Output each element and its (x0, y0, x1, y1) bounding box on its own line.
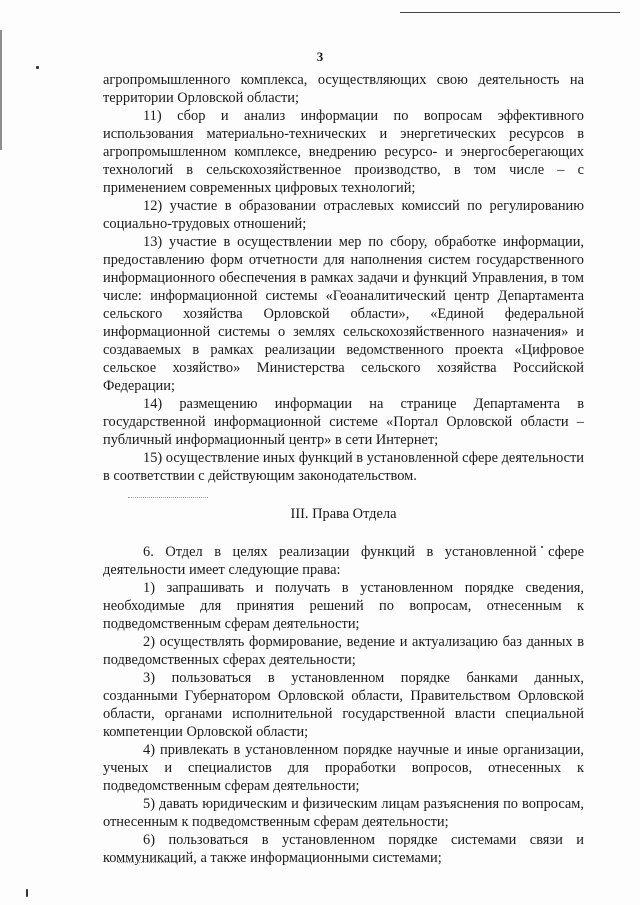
list-item: 11) сбор и анализ информации по вопросам эффективного использования материально-технических и энергетических ресурсов в агропромышленном комплексе, внедрению ресурсо- и энергосберегающих технологий в сельскохозяйственное производство, в том числе – с применением современных цифровых технологий; (103, 108, 584, 196)
list-item: 15) осуществление иных функций в установленной сфере деятельности в соответствии с действующим законодательством. (103, 450, 584, 484)
paragraph: агропромышленного комплекса, осуществляющих свою деятельность на территории Орловской области; (103, 72, 584, 106)
scan-speck (36, 66, 39, 69)
list-item: 2) осуществлять формирование, ведение и актуализацию баз данных в подведомственных сферах деятельности; (103, 634, 584, 668)
list-item: 1) запрашивать и получать в установленном порядке сведения, необходимые для принятия решений по вопросам, отнесенным к подведомственным сферам деятельности; (103, 580, 584, 632)
list-item: 13) участие в осуществлении мер по сбору, обработке информации, предоставлению форм отчетности для наполнения систем государственного информационного обеспечения в рамках задачи и функций Управления, в том числе: информационной системы «Геоаналитический центр Департамента сельского хозяйства Орловской области», «Единой федеральной информационной системы о землях сельскохозяйственного назначения» и создаваемых в рамках реализации ведомственного проекта «Цифровое сельское хозяйство» Министерства сельского хозяйства Российской Федерации; (103, 234, 584, 394)
section-heading: III. Права Отдела (290, 506, 397, 522)
list-item: 4) привлекать в установленном порядке научные и иные организации, ученых и специалистов для проработки вопросов, отнесенных к подведомственным сферам деятельности; (103, 742, 584, 794)
list-item: 14) размещению информации на странице Департамента в государственной информационной системе «Портал Орловской области – публичный информационный центр» в сети Интернет; (103, 396, 584, 448)
scan-edge-line-left (0, 30, 2, 150)
list-item: 6) пользоваться в установленном порядке системами связи и коммуникаций, а также информационными системами; (103, 832, 584, 866)
list-item: 12) участие в образовании отраслевых комиссий по регулированию социально-трудовых отношений; (103, 198, 584, 232)
scan-speck (26, 889, 28, 897)
list-item: 3) пользоваться в установленном порядке банками данных, созданными Губернатором Орловской области, Правительством Орловской области, органами исполнительной государственной власти специальной компетенции Орловской области; (103, 670, 584, 740)
list-item: 5) давать юридическим и физическим лицам разъяснения по вопросам, отнесенным к подведомственным сферам деятельности; (103, 796, 584, 830)
document-body (103, 71, 584, 867)
scan-edge-line-top (400, 12, 620, 13)
paragraph: 6. Отдел в целях реализации функций в установленной сфере деятельности имеет следующие права: (103, 544, 584, 578)
page-number: 3 (316, 49, 324, 64)
